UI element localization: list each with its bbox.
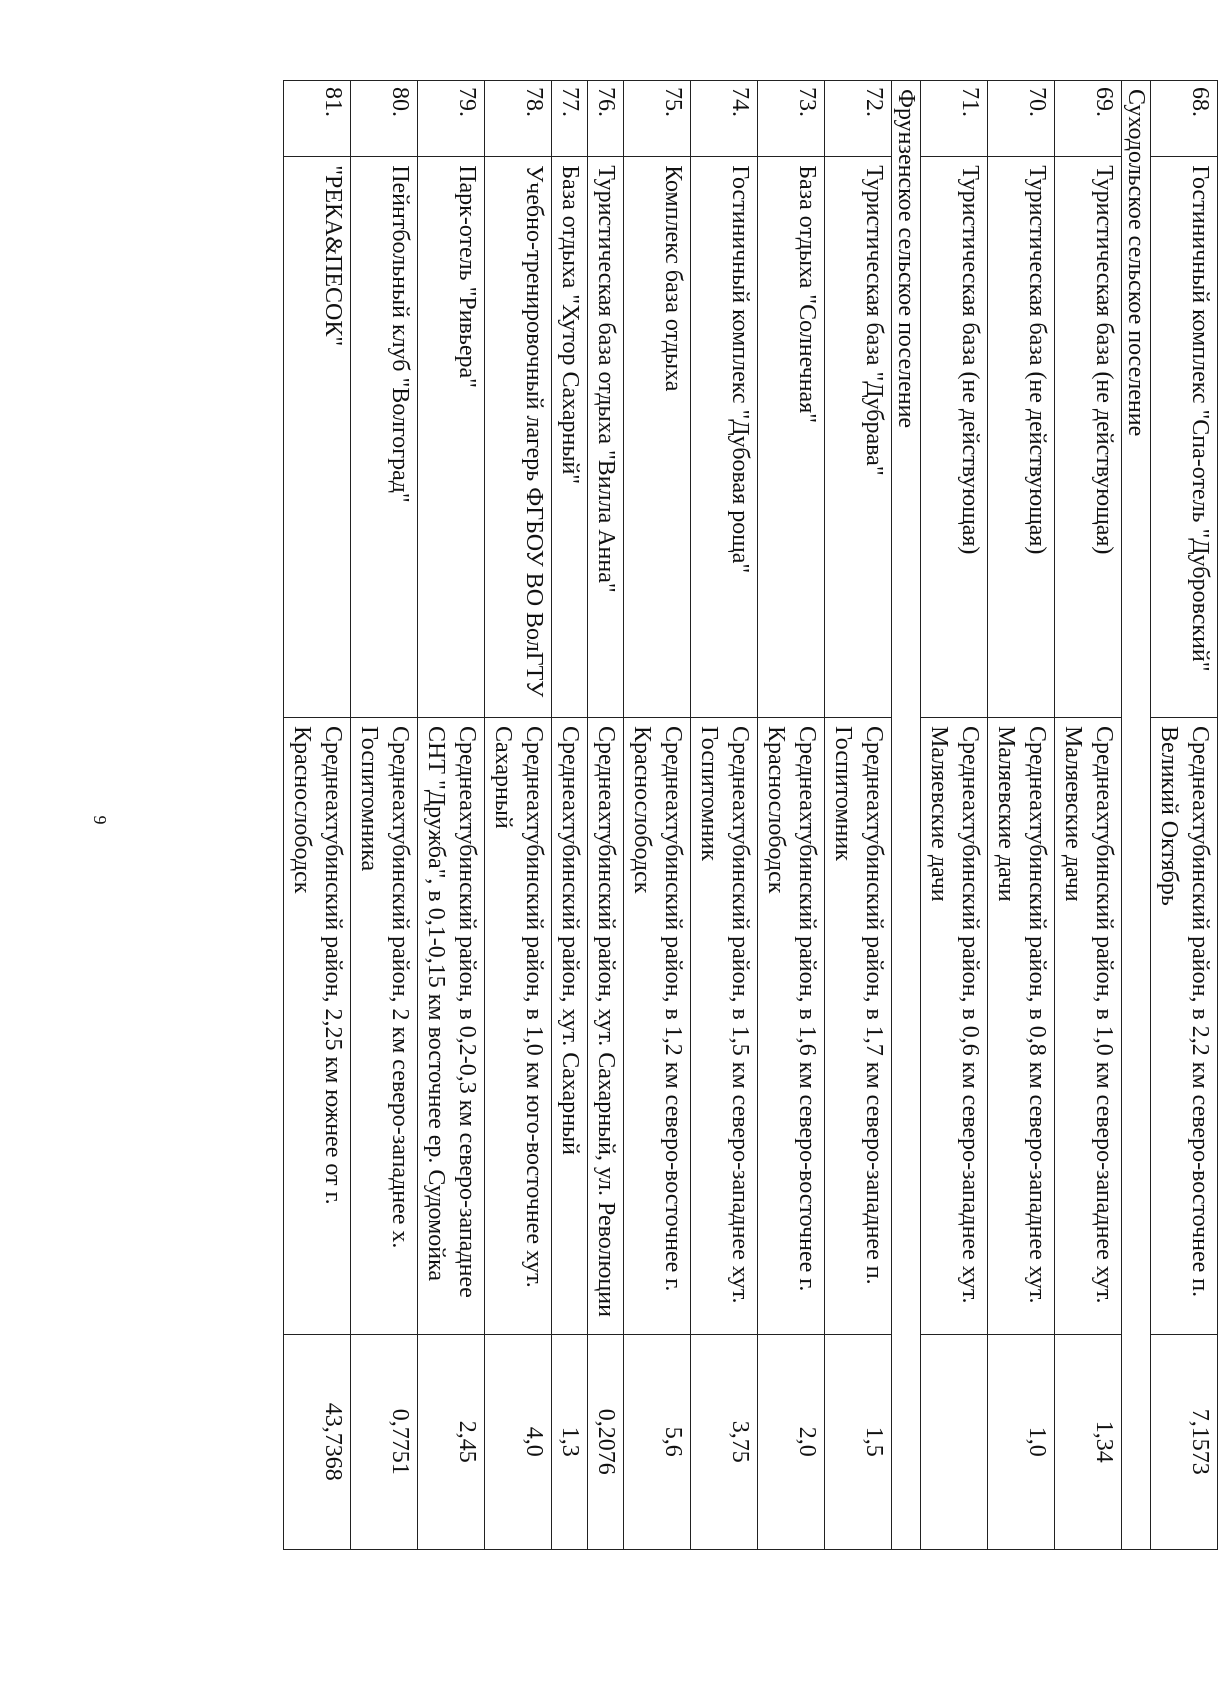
facility-location: Среднеахтубинский район, в 1,5 км северо-западнее хут. Госпитомник <box>691 717 758 1334</box>
table-row <box>825 81 892 1550</box>
facility-location: Среднеахтубинский район, хут. Сахарный <box>552 717 588 1334</box>
table-row <box>1055 81 1122 1550</box>
recreation-facilities-table <box>283 80 1218 1550</box>
table-row <box>284 81 351 1550</box>
facility-location: Среднеахтубинский район, 2,25 км южнее от г. Краснослободск <box>284 717 351 1334</box>
table-row <box>552 81 588 1550</box>
table-row <box>624 81 691 1550</box>
facility-area: 43,7368 <box>284 1334 351 1549</box>
row-number: 68. <box>1151 81 1218 157</box>
facility-name: Комплекс база отдыха <box>624 157 691 718</box>
facility-location: Среднеахтубинский район, в 0,8 км северо-западнее хут. Маляевские дачи <box>988 717 1055 1334</box>
section-row <box>1122 81 1151 1550</box>
facility-location: Среднеахтубинский район, в 2,2 км северо-восточнее п. Великий Октябрь <box>1151 717 1218 1334</box>
row-number: 80. <box>351 81 418 157</box>
facility-name: База отдыха "Хутор Сахарный" <box>552 157 588 718</box>
facility-name: База отдыха "Солнечная" <box>758 157 825 718</box>
table-row <box>691 81 758 1550</box>
table-row <box>758 81 825 1550</box>
facility-location: Среднеахтубинский район, в 1,2 км северо-восточнее г. Краснослободск <box>624 717 691 1334</box>
row-number: 70. <box>988 81 1055 157</box>
facility-name: Учебно-тренировочный лагерь ФГБОУ ВО ВолГТУ <box>485 157 552 718</box>
facility-location: Среднеахтубинский район, в 0,2-0,3 км северо-западнее СНТ "Дружба", в 0,1-0,15 км восточнее ер. Судомойка <box>418 717 485 1334</box>
facility-name: Туристическая база (не действующая) <box>988 157 1055 718</box>
facility-location: Среднеахтубинский район, в 1,0 км северо-западнее хут. Маляевские дачи <box>1055 717 1122 1334</box>
row-number: 75. <box>624 81 691 157</box>
facility-area: 1,3 <box>552 1334 588 1549</box>
rotated-sheet <box>148 80 1218 1550</box>
table-body <box>284 81 1218 1550</box>
table-row <box>351 81 418 1550</box>
section-title: Фрунзенское сельское поселение <box>892 81 921 1550</box>
row-number: 81. <box>284 81 351 157</box>
facility-name: Туристическая база "Дубрава" <box>825 157 892 718</box>
facility-name: Туристическая база (не действующая) <box>1055 157 1122 718</box>
facility-area: 4,0 <box>485 1334 552 1549</box>
row-number: 72. <box>825 81 892 157</box>
facility-name: Пейнтбольный клуб "Волгоград" <box>351 157 418 718</box>
row-number: 77. <box>552 81 588 157</box>
facility-name: Туристическая база отдыха "Вилла Анна" <box>588 157 624 718</box>
facility-name: Парк-отель "Ривьера" <box>418 157 485 718</box>
table-row <box>485 81 552 1550</box>
section-title: Суходольское сельское поселение <box>1122 81 1151 1550</box>
facility-name: Туристическая база (не действующая) <box>921 157 988 718</box>
row-number: 73. <box>758 81 825 157</box>
facility-area: 2,45 <box>418 1334 485 1549</box>
facility-area: 7,1573 <box>1151 1334 1218 1549</box>
facility-name: "РЕКА&ПЕСОК" <box>284 157 351 718</box>
facility-area: 1,0 <box>988 1334 1055 1549</box>
table-row <box>588 81 624 1550</box>
facility-name: Гостиничный комплекс "Дубовая роща" <box>691 157 758 718</box>
facility-location: Среднеахтубинский район, хут. Сахарный, ул. Революции <box>588 717 624 1334</box>
facility-area: 3,75 <box>691 1334 758 1549</box>
facility-area: 0,2076 <box>588 1334 624 1549</box>
table-row <box>1151 81 1218 1550</box>
facility-area <box>921 1334 988 1549</box>
row-number: 74. <box>691 81 758 157</box>
section-row <box>892 81 921 1550</box>
table-row <box>418 81 485 1550</box>
table-row <box>988 81 1055 1550</box>
table-viewport <box>148 80 1218 1550</box>
row-number: 69. <box>1055 81 1122 157</box>
row-number: 79. <box>418 81 485 157</box>
facility-area: 5,6 <box>624 1334 691 1549</box>
row-number: 71. <box>921 81 988 157</box>
facility-area: 1,34 <box>1055 1334 1122 1549</box>
facility-area: 1,5 <box>825 1334 892 1549</box>
facility-name: Гостиничный комплекс "Спа-отель "Дубровский" <box>1151 157 1218 718</box>
page-number: 9 <box>90 815 110 825</box>
facility-location: Среднеахтубинский район, в 1,0 км юго-восточнее хут. Сахарный <box>485 717 552 1334</box>
facility-area: 2,0 <box>758 1334 825 1549</box>
facility-area: 0,7751 <box>351 1334 418 1549</box>
row-number: 78. <box>485 81 552 157</box>
facility-location: Среднеахтубинский район, в 0,6 км северо-западнее хут. Маляевские дачи <box>921 717 988 1334</box>
facility-location: Среднеахтубинский район, 2 км северо-западнее х. Госпитомника <box>351 717 418 1334</box>
facility-location: Среднеахтубинский район, в 1,7 км северо-западнее п. Госпитомник <box>825 717 892 1334</box>
facility-location: Среднеахтубинский район, в 1,6 км северо-восточнее г. Краснослободск <box>758 717 825 1334</box>
row-number: 76. <box>588 81 624 157</box>
table-row <box>921 81 988 1550</box>
